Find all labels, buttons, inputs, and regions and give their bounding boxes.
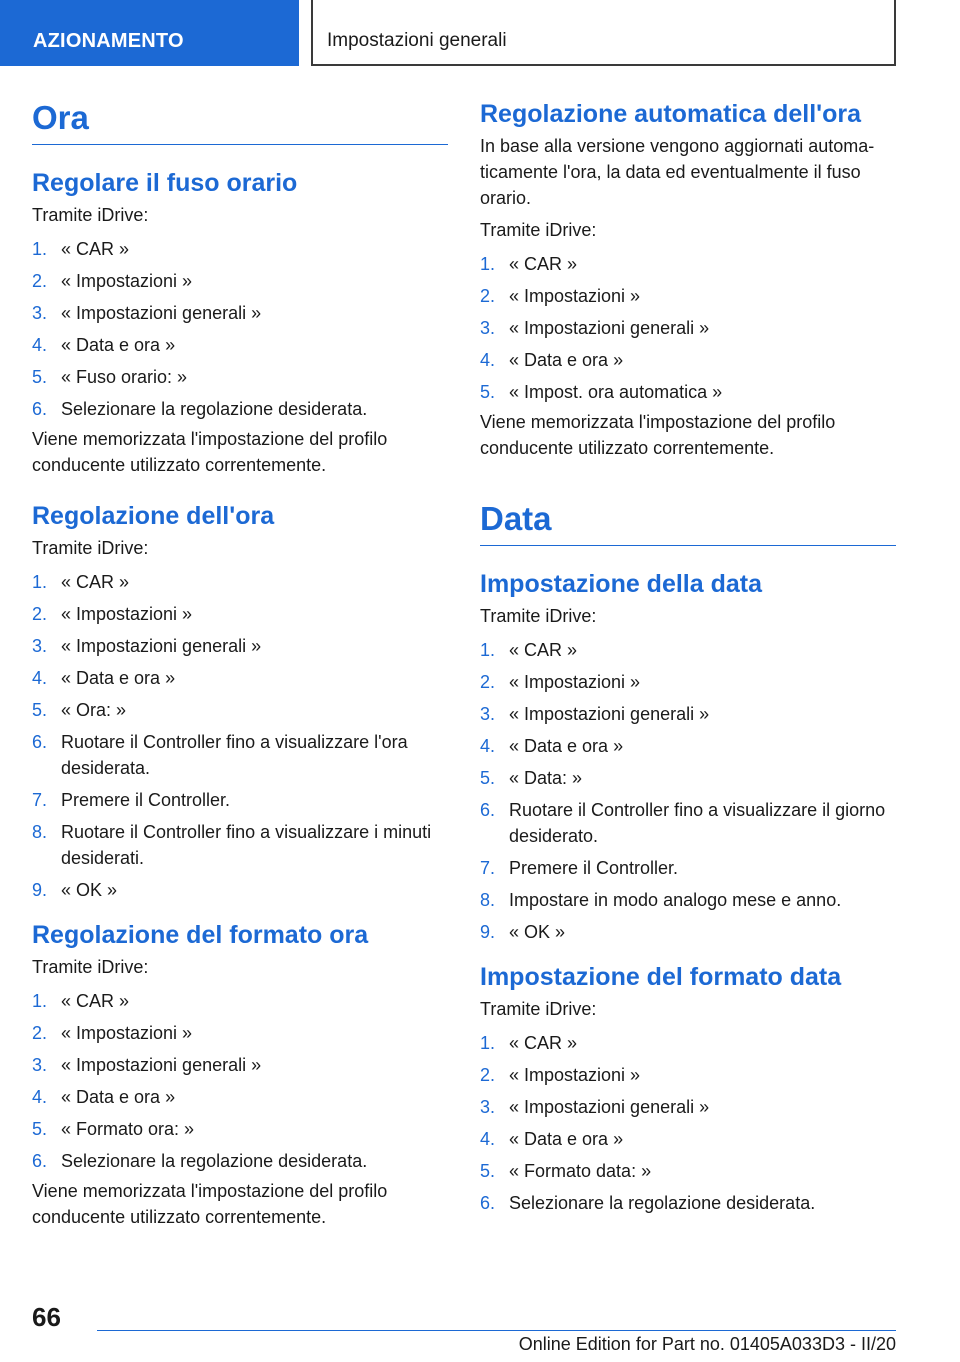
chapter-title: Impostazioni generali	[327, 30, 507, 51]
step-text: « OK »	[61, 879, 118, 900]
note-text: Viene memorizzata l'impostazione del profilo conducente utilizzato correntemente.	[480, 411, 836, 458]
right-column	[480, 100, 896, 1222]
step-number: 2.	[480, 285, 496, 306]
section-heading-ora: Ora	[32, 100, 448, 145]
intro-text: Tramite iDrive:	[480, 219, 597, 240]
step-item	[480, 1158, 896, 1184]
step-item	[32, 1148, 448, 1174]
step-number: 5.	[32, 367, 48, 388]
step-item	[32, 697, 448, 723]
step-text: « Data e ora »	[61, 1086, 176, 1107]
step-number: 1.	[480, 639, 496, 660]
step-number: 3.	[32, 303, 48, 324]
step-number: 4.	[32, 335, 48, 356]
description-text: In base alla versione vengono aggiornati automaticamente l'ora, la data ed eventualmente il fuso orario.	[480, 135, 875, 208]
section-tab	[0, 0, 299, 66]
step-number: 1.	[480, 253, 496, 274]
step-item	[32, 1084, 448, 1110]
step-text: « Impostazioni generali »	[61, 635, 262, 656]
step-item	[32, 988, 448, 1014]
step-number: 7.	[32, 789, 48, 810]
subheading-fuso-orario: Regolare il fuso orario	[32, 169, 298, 198]
step-number: 4.	[32, 667, 48, 688]
step-number: 4.	[480, 349, 496, 370]
step-number: 2.	[480, 1064, 496, 1085]
step-text: « CAR »	[509, 253, 578, 274]
step-number: 9.	[32, 879, 48, 900]
step-item	[32, 300, 448, 326]
step-number: 6.	[480, 799, 496, 820]
step-item	[32, 601, 448, 627]
step-item	[32, 364, 448, 390]
step-item	[480, 1062, 896, 1088]
step-number: 5.	[480, 1160, 496, 1181]
step-text: « Data: »	[509, 767, 583, 788]
section-title: AZIONAMENTO	[33, 30, 184, 52]
step-item	[480, 855, 896, 881]
step-item	[480, 669, 896, 695]
step-text: « Data e ora »	[509, 1128, 624, 1149]
step-text: « Fuso orario: »	[61, 367, 188, 388]
step-item	[32, 1116, 448, 1142]
step-item	[480, 1190, 896, 1216]
step-text: Premere il Controller.	[509, 857, 679, 878]
step-text: Selezionare la regolazione desiderata.	[61, 1150, 368, 1171]
step-text: « Data e ora »	[61, 667, 176, 688]
step-text: Impostare in modo analogo mese e anno.	[509, 889, 842, 910]
steps-list	[32, 988, 448, 1174]
step-item	[480, 1094, 896, 1120]
step-item	[32, 268, 448, 294]
step-number: 2.	[32, 271, 48, 292]
left-column	[32, 100, 448, 1230]
step-text: « CAR »	[509, 1032, 578, 1053]
step-item	[480, 765, 896, 791]
step-item	[480, 379, 896, 405]
step-item	[32, 819, 448, 871]
step-number: 3.	[480, 703, 496, 724]
step-text: « Formato data: »	[509, 1160, 652, 1181]
step-text: « Data e ora »	[509, 735, 624, 756]
subheading-regolazione-ora: Regolazione dell'ora	[32, 502, 275, 531]
subheading-formato-ora: Regolazione del formato ora	[32, 920, 369, 949]
edition-footer: Online Edition for Part no. 01405A033D3 - II/20	[518, 1334, 896, 1354]
step-item	[480, 797, 896, 849]
step-item	[32, 633, 448, 659]
step-text: « Impostazioni generali »	[61, 1054, 262, 1075]
step-text: « OK »	[509, 921, 566, 942]
intro-text: Tramite iDrive:	[480, 998, 597, 1019]
step-text: « CAR »	[61, 239, 130, 260]
step-item	[480, 283, 896, 309]
step-number: 5.	[32, 699, 48, 720]
step-text: « Impostazioni generali »	[61, 303, 262, 324]
chapter-tab	[311, 0, 896, 66]
steps-list	[480, 1030, 896, 1216]
step-number: 3.	[480, 1096, 496, 1117]
step-number: 9.	[480, 921, 496, 942]
step-item	[32, 236, 448, 262]
step-number: 3.	[32, 1054, 48, 1075]
step-number: 7.	[480, 857, 496, 878]
step-number: 3.	[480, 317, 496, 338]
step-text: « Ora: »	[61, 699, 127, 720]
step-item	[32, 396, 448, 422]
step-item	[480, 347, 896, 373]
step-text: « Impostazioni generali »	[509, 317, 710, 338]
step-number: 2.	[480, 671, 496, 692]
step-number: 5.	[32, 1118, 48, 1139]
step-number: 8.	[32, 821, 48, 842]
step-number: 6.	[32, 399, 48, 420]
step-number: 1.	[32, 990, 48, 1011]
step-number: 2.	[32, 1022, 48, 1043]
step-number: 1.	[480, 1032, 496, 1053]
subheading-impostazione-data: Impostazione della data	[480, 570, 763, 599]
step-item	[480, 919, 896, 945]
step-text: « Impostazioni »	[509, 671, 641, 692]
steps-list	[480, 251, 896, 405]
steps-list	[32, 569, 448, 903]
intro-text: Tramite iDrive:	[480, 605, 597, 626]
intro-text: Tramite iDrive:	[32, 956, 149, 977]
step-text: Selezionare la regolazione desiderata.	[61, 399, 368, 420]
step-number: 4.	[480, 1128, 496, 1149]
step-text: Ruotare il Controller fino a visualizzare i minuti desiderati.	[61, 821, 432, 868]
step-text: « Impost. ora automatica »	[509, 381, 723, 402]
step-text: « Impostazioni »	[61, 1022, 193, 1043]
step-item	[480, 1030, 896, 1056]
step-text: « CAR »	[509, 639, 578, 660]
step-text: « CAR »	[61, 990, 130, 1011]
step-number: 1.	[32, 571, 48, 592]
step-number: 5.	[480, 381, 496, 402]
step-item	[480, 887, 896, 913]
section-heading-data: Data	[480, 501, 896, 546]
step-item	[480, 1126, 896, 1152]
step-item	[32, 569, 448, 595]
step-number: 1.	[32, 239, 48, 260]
step-item	[480, 315, 896, 341]
step-number: 4.	[32, 1086, 48, 1107]
step-text: « Impostazioni »	[61, 603, 193, 624]
steps-list	[32, 236, 448, 422]
step-item	[32, 1052, 448, 1078]
step-number: 5.	[480, 767, 496, 788]
step-number: 4.	[480, 735, 496, 756]
step-item	[32, 332, 448, 358]
step-item	[32, 665, 448, 691]
step-text: Ruotare il Controller fino a visualizzare il giorno desiderato.	[509, 799, 886, 846]
note-text: Viene memorizzata l'impostazione del profilo conducente utilizzato correntemente.	[32, 1180, 388, 1227]
step-number: 8.	[480, 889, 496, 910]
step-number: 3.	[32, 635, 48, 656]
step-text: « Impostazioni generali »	[509, 1096, 710, 1117]
step-text: Selezionare la regolazione desiderata.	[509, 1192, 816, 1213]
step-item	[32, 877, 448, 903]
steps-list	[480, 637, 896, 945]
step-number: 2.	[32, 603, 48, 624]
step-text: « Impostazioni »	[509, 1064, 641, 1085]
step-number: 6.	[480, 1192, 496, 1213]
intro-text: Tramite iDrive:	[32, 205, 149, 226]
step-text: Ruotare il Controller fino a visualizzare l'ora desiderata.	[61, 731, 408, 778]
step-text: « Impostazioni generali »	[509, 703, 710, 724]
step-text: « Impostazioni »	[61, 271, 193, 292]
step-text: Premere il Controller.	[61, 789, 231, 810]
step-item	[32, 1020, 448, 1046]
subheading-ora-automatica: Regolazione automatica dell'ora	[480, 100, 862, 128]
step-text: « Data e ora »	[61, 335, 176, 356]
note-text: Viene memorizzata l'impostazione del profilo conducente utilizzato correntemente.	[32, 429, 388, 476]
intro-text: Tramite iDrive:	[32, 537, 149, 558]
page-number: 66	[32, 1302, 61, 1332]
step-text: « Impostazioni »	[509, 285, 641, 306]
footer-divider	[97, 1330, 896, 1331]
subheading-formato-data: Impostazione del formato data	[480, 962, 842, 991]
step-text: « Formato ora: »	[61, 1118, 195, 1139]
step-item	[32, 787, 448, 813]
step-item	[480, 637, 896, 663]
step-text: « Data e ora »	[509, 349, 624, 370]
step-item	[32, 729, 448, 781]
step-number: 6.	[32, 1150, 48, 1171]
step-item	[480, 701, 896, 727]
step-text: « CAR »	[61, 571, 130, 592]
step-item	[480, 251, 896, 277]
step-item	[480, 733, 896, 759]
step-number: 6.	[32, 731, 48, 752]
